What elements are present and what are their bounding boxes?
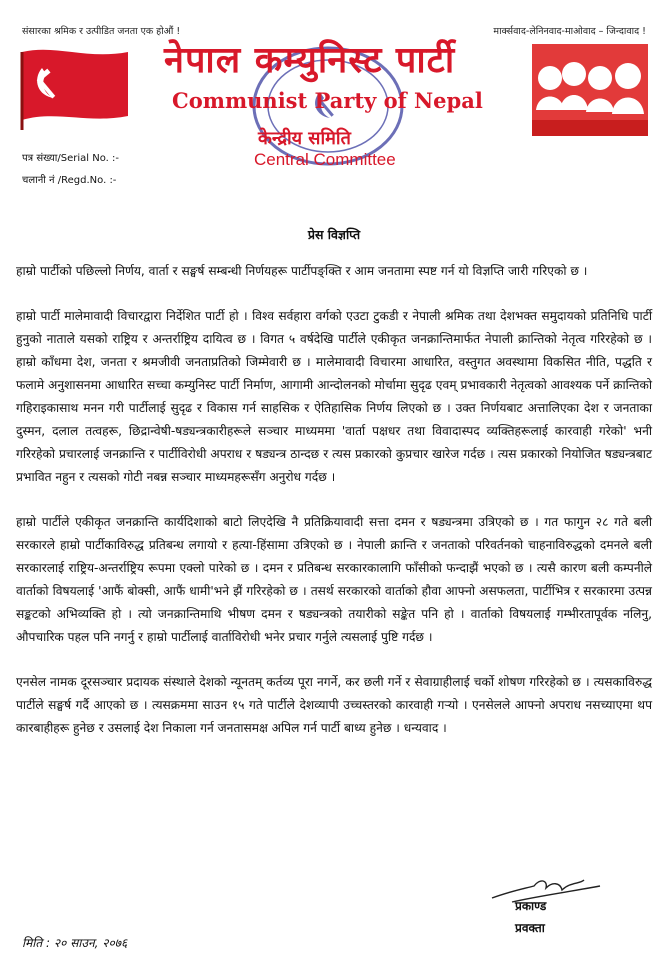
signature-icon	[488, 868, 608, 908]
signer-name: प्रकाण्ड	[515, 899, 547, 913]
regd-number: चलानी नं /Regd.No. :-	[22, 175, 117, 186]
serial-number: पत्र संख्या/Serial No. :-	[22, 153, 119, 164]
party-title-nepali: नेपाल कम्युनिस्ट पार्टी	[164, 40, 456, 81]
tagline-left: संसारका श्रमिक र उत्पीडित जनता एक होऔं !	[22, 26, 181, 37]
paragraph-3: हाम्रो पार्टीले एकीकृत जनक्रान्ति कार्यदिशाको बाटो लिएदेखि नै प्रतिक्रियावादी सत्ता दमन र षड्यन्त्रमा उत्रिएको छ । गत फागुन २८ गते बली सरकारले हाम्रो पार्टीकाविरुद्ध प्रतिबन्ध लगायो र हत्या-हिंसामा उत्रिएको छ । नेपाली क्रान्ति र जनताको परिवर्तनको चाहनाविरुद्धको दमनले बली सरकारलाई राष्ट्रिय-अन्तर्राष्ट्रिय रूपमा एक्लो पारेको छ । दमन र प्रतिबन्ध सरकारकालागि फाँसीको फन्दाझैं भएको छ । त्यसै कारण बली कम्पनीले वार्ताको विषयलाई 'आफैं बोक्सी, आफैं धामी'भने झैं गरिरहेको छ । तसर्थ सरकारको वार्ताको हौवा आफ्नो असफलता, पार्टीभित्र र सरकारमा उत्पन्न सङ्कटको अभिव्यक्ति हो । त्यो जनक्रान्तिमाथि भीषण दमन र षड्यन्त्रको तयारीको सङ्केत पनि हो । वार्ताको विषयलाई गम्भीरतापूर्वक नलिनु, औपचारिक पहल पनि नगर्नु र हाम्रो पार्टीलाई वार्ताविरोधी भनेर प्रचार गर्नुले त्यसलाई पुष्टि गर्दछ ।	[16, 515, 652, 644]
party-flag-icon	[16, 46, 134, 130]
press-release-body	[16, 260, 652, 762]
leaders-portraits-icon	[530, 40, 650, 140]
party-title-english: Communist Party of Nepal	[172, 88, 483, 113]
paragraph-4: एनसेल नामक दूरसञ्चार प्रदायक संस्थाले देशको न्यूनतम् कर्तव्य पूरा नगर्ने, कर छली गर्ने र सेवाग्राहीलाई चर्को शोषण गरिरहेको छ । त्यसकाविरुद्ध पार्टीले सङ्घर्ष गर्दै आएको छ । त्यसक्रममा साउन १५ गते पार्टीले देशव्यापी उच्चस्तरको कारवाही गर्‍यो । एनसेलले आफ्नो अपराध नसच्याएमा थप कारबाहीहरू हुनेछ र उसलाई देश निकाला गर्न जनतासमक्ष अपिल गर्न पार्टी बाध्य हुनेछ । धन्यवाद ।	[16, 675, 652, 735]
committee-title-nepali: केन्द्रीय समिति	[258, 128, 351, 149]
press-release-heading: प्रेस विज्ञप्ति	[307, 227, 361, 242]
signer-role: प्रवक्ता	[515, 921, 545, 935]
committee-title-english: Central Committee	[254, 150, 396, 169]
release-date: मिति : २० साउन, २०७६	[22, 936, 128, 950]
paragraph-1: हाम्रो पार्टीको पछिल्लो निर्णय, वार्ता र सङ्घर्ष सम्बन्धी निर्णयहरू पार्टीपङ्क्ति र आम जनतामा स्पष्ट गर्न यो विज्ञप्ति जारी गरिएको छ ।	[16, 264, 588, 278]
tagline-right: मार्क्सवाद-लेनिनवाद-माओवाद – जिन्दावाद !	[493, 26, 646, 37]
paragraph-2: हाम्रो पार्टी मालेमावादी विचारद्वारा निर्देशित पार्टी हो । विश्व सर्वहारा वर्गको एउटा टुकडी र नेपाली श्रमिक तथा देशभक्त समुदायको प्रतिनिधि पार्टी हुनुको नाताले यसको राष्ट्रिय र अन्तर्राष्ट्रिय दायित्व छ । विगत ५ वर्षदेखि पार्टीले एकीकृत जनक्रान्तिमार्फत नेपाली क्रान्तिको नेतृत्व गरिरहेको छ । हाम्रो काँधमा देश, जनता र श्रमजीवी जनताप्रतिको जिम्मेवारी छ । मालेमावादी विचारमा आधारित, वस्तुगत अवस्थामा विकसित नीति, पद्धति र फलामे अनुशासनमा आधारित सच्चा कम्युनिस्ट पार्टी निर्माण, आगामी आन्दोलनको मोर्चामा सुदृढ एवम् प्रभावकारी नेतृत्वको आवश्यक पर्ने क्रान्तिको गहिराइकासाथ मनन गरी पार्टीलाई सुदृढ र विकास गर्न साहसिक र ऐतिहासिक निर्णय लिएको छ । उक्त निर्णयबाट अत्तालिएका देश र जनताका दुस्मन, दलाल तत्वहरू, छिद्रान्वेषी-षड्यन्त्रकारीहरूले सञ्चार माध्यममा 'वार्ता पक्षधर तथा विवादास्पद व्यक्तिहरूलाई कारवाही गरेको' भनी गरिरहेको प्रचारलाई जनक्रान्ति र पार्टीविरोधी अपराध र षड्यन्त्र ठान्दछ र त्यस प्रकारको कुप्रचार खारेज गर्दछ । त्यस प्रकारको नियोजित षड्यन्त्रबाट प्रभावित नहुन र त्यसको गोटी नबन्न सञ्चार माध्यमहरूसँग अनुरोध गर्दछ ।	[16, 309, 652, 484]
